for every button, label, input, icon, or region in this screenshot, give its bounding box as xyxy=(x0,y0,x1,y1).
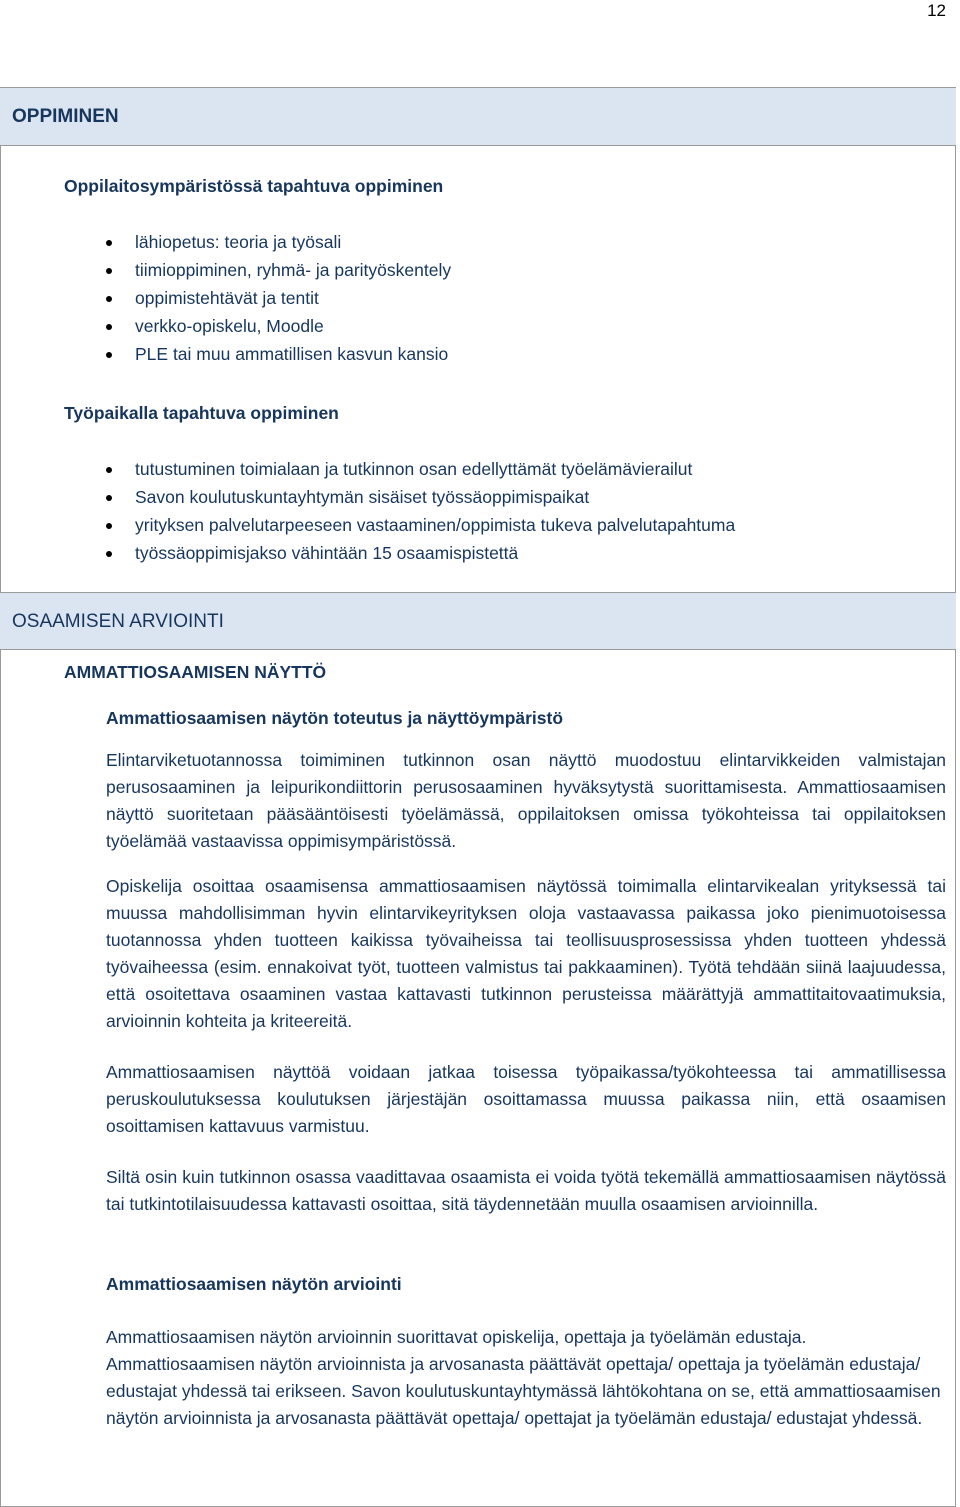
paragraph-block xyxy=(106,1059,946,1140)
skills-demonstration-heading: AMMATTIOSAAMISEN NÄYTTÖ xyxy=(64,662,327,682)
list-item: verkko-opiskelu, Moodle xyxy=(106,312,451,340)
supplement-paragraph: Siltä osin kuin tutkinnon osassa vaadittavaa osaamista ei voida työtä tekemällä ammattiosaamisen näytössä tai tutkintotilaisuudessa kattavasti osoittaa, sitä täydennetään muulla osaamisen arvioinnilla. xyxy=(106,1167,946,1214)
workplace-learning-list xyxy=(106,455,735,567)
paragraph-block xyxy=(106,1164,946,1218)
list-item: tutustuminen toimialaan ja tutkinnon osan edellyttämät työelämävierailut xyxy=(106,455,735,483)
list-item: työssäoppimisjakso vähintään 15 osaamispistettä xyxy=(106,539,735,567)
list-item: oppimistehtävät ja tentit xyxy=(106,284,451,312)
list-item: yrityksen palvelutarpeeseen vastaaminen/oppimista tukeva palvelutapahtuma xyxy=(106,511,735,539)
demonstration-paragraph: Opiskelija osoittaa osaamisensa ammattiosaamisen näytössä toimimalla elintarvikealan yrityksessä tai muussa mahdollisimman hyvin elintarvikeyrityksen oloja vastaavassa paikassa joko pienimuotoisessa tuotannossa yhden tuotteen kaikissa työvaiheissa tai teollisuusprosessissa yhden tuotteen yhdessä työvaiheessa (esim. ennakoivat työt, tuotteen valmistus tai pakkaaminen). Työtä tehdään siinä laajuudessa, että osoitettava osaaminen vastaa kattavasti tutkinnon perusteissa määrättyjä ammattitaitovaatimuksia, arvioinnin kohteita ja kriteereitä. xyxy=(106,876,946,1031)
list-item: Savon koulutuskuntayhtymän sisäiset työssäoppimispaikat xyxy=(106,483,735,511)
evaluation-heading-block xyxy=(106,1273,946,1295)
continuation-paragraph: Ammattiosaamisen näyttöä voidaan jatkaa toisessa työpaikassa/työkohteessa tai ammatillisessa peruskoulutuksessa koulutuksen järjestäjän osoittamassa muussa paikassa niin, että osaamisen osoittamisen kattavuus varmistuu. xyxy=(106,1062,946,1136)
implementation-heading: Ammattiosaamisen näytön toteutus ja näyttöympäristö xyxy=(106,708,564,728)
list-item: PLE tai muu ammatillisen kasvun kansio xyxy=(106,340,451,368)
list-item: tiimioppiminen, ryhmä- ja parityöskentely xyxy=(106,256,451,284)
paragraph-block xyxy=(106,1324,946,1432)
page-number: 12 xyxy=(927,1,946,20)
school-learning-heading: Oppilaitosympäristössä tapahtuva oppiminen xyxy=(64,176,444,196)
evaluation-heading: Ammattiosaamisen näytön arviointi xyxy=(106,1274,402,1294)
paragraph-block xyxy=(106,873,946,1035)
list-item: lähiopetus: teoria ja työsali xyxy=(106,228,451,256)
implementation-block xyxy=(106,707,946,855)
section-title-learning: OPPIMINEN xyxy=(0,87,956,146)
section-title-assessment: OSAAMISEN ARVIOINTI xyxy=(0,592,956,650)
evaluation-paragraph: Ammattiosaamisen näytön arvioinnin suorittavat opiskelija, opettaja ja työelämän edustaja. Ammattiosaamisen näytön arvioinnista ja arvosanasta päättävät opettaja/ opettaja ja työelämän edustaja/ edustajat yhdessä tai erikseen. Savon koulutuskuntayhtymässä lähtökohtana on se, että ammattiosaamisen näytön arvioinnista ja arvosanasta päättävät opettaja/ opettajat ja työelämän edustaja/ edustajat yhdessä. xyxy=(106,1327,941,1428)
implementation-paragraph: Elintarviketuotannossa toimiminen tutkinnon osan näyttö muodostuu elintarvikkeiden valmistajan perusosaaminen ja leipurikondiittorin perusosaaminen hyväksytystä suorittamisesta. Ammattiosaamisen näyttö suoritetaan pääsääntöisesti työelämässä, oppilaitoksen omissa työkohteissa tai oppilaitoksen työelämää vastaavissa oppimisympäristössä. xyxy=(106,750,946,851)
workplace-learning-heading: Työpaikalla tapahtuva oppiminen xyxy=(64,403,339,423)
school-learning-list xyxy=(106,228,451,368)
